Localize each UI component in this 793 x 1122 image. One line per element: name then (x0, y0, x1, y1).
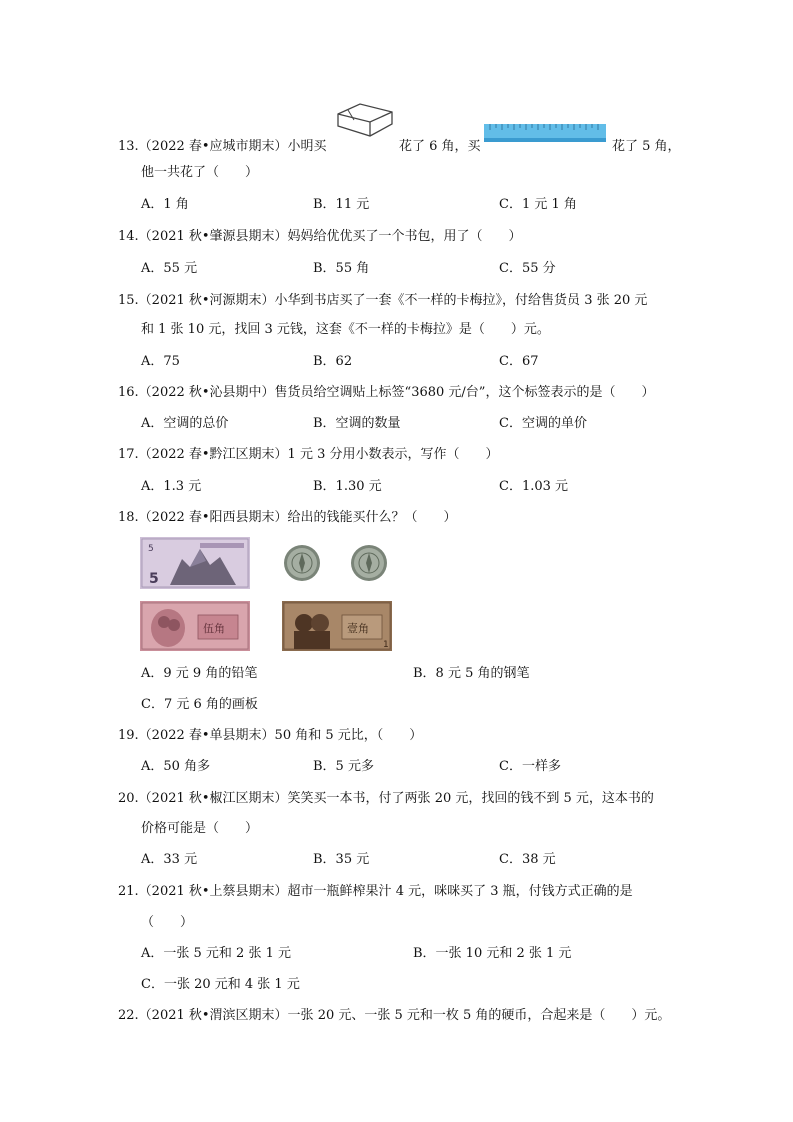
one-jiao-note-image (282, 601, 392, 651)
q18-option-a[interactable]: A．9 元 9 角的铅笔 (141, 666, 258, 681)
coin-image-1 (283, 544, 321, 582)
q21-option-b[interactable]: B．一张 10 元和 2 张 1 元 (413, 946, 572, 961)
q15-text-line2: 和 1 张 10 元，找回 3 元钱，这套《不一样的卡梅拉》是（ ）元。 (141, 322, 550, 337)
q20-text: 20.（2021 秋•椒江区期末）笑笑买一本书，付了两张 20 元，找回的钱不到 5 元，这本书的 (118, 791, 654, 806)
q17-option-b[interactable]: B．1.30 元 (313, 479, 382, 494)
one-yuan-coin-icon (283, 544, 321, 582)
q13-text-part-a: 13.（2022 春•应城市期末）小明买 (118, 139, 327, 154)
q16-option-c[interactable]: C．空调的单价 (499, 416, 587, 431)
ruler-icon (484, 124, 606, 142)
q19-option-b[interactable]: B．5 元多 (313, 759, 374, 774)
q20-text-line2: 价格可能是（ ） (141, 821, 259, 836)
q16-option-a[interactable]: A．空调的总价 (141, 416, 229, 431)
q20-option-c[interactable]: C．38 元 (499, 852, 556, 867)
q17-option-c[interactable]: C．1.03 元 (499, 479, 569, 494)
q20-option-a[interactable]: A．33 元 (141, 852, 198, 867)
q13-option-a[interactable]: A．1 角 (141, 197, 189, 212)
five-yuan-note-icon (140, 537, 250, 589)
one-jiao-digit: 1 (383, 640, 389, 650)
q18-option-c[interactable]: C．7 元 6 角的画板 (141, 697, 258, 712)
q13-text-part-c: 花了 5 角， (612, 139, 681, 154)
q21-text: 21.（2021 秋•上蔡县期末）超市一瓶鲜榨果汁 4 元，咪咪买了 3 瓶，付钱方式正确的是 (118, 884, 633, 899)
q19-text: 19.（2022 春•单县期末）50 角和 5 元比，（ ） (118, 728, 423, 743)
five-jiao-note-image (140, 601, 250, 651)
q15-option-b[interactable]: B．62 (313, 354, 353, 369)
q13-text-part-b: 花了 6 角，买 (399, 139, 481, 154)
q13-text-line2: 他一共花了（ ） (141, 165, 259, 180)
q15-option-a[interactable]: A．75 (141, 354, 180, 369)
five-jiao-label: 伍角 (203, 622, 225, 635)
q20-option-b[interactable]: B．35 元 (313, 852, 370, 867)
eraser-image (334, 100, 396, 142)
one-jiao-label: 壹角 (347, 622, 369, 635)
q14-option-a[interactable]: A．55 元 (141, 261, 198, 276)
q19-option-c[interactable]: C．一样多 (499, 759, 561, 774)
q21-option-a[interactable]: A．一张 5 元和 2 张 1 元 (141, 946, 291, 961)
q19-option-a[interactable]: A．50 角多 (141, 759, 211, 774)
q14-text: 14.（2021 秋•肇源县期末）妈妈给优优买了一个书包，用了（ ） (118, 229, 522, 244)
q18-text: 18.（2022 春•阳西县期末）给出的钱能买什么？（ ） (118, 510, 457, 525)
five-jiao-note-icon (140, 601, 250, 651)
q13-option-b[interactable]: B．11 元 (313, 197, 370, 212)
q14-option-b[interactable]: B．55 角 (313, 261, 370, 276)
q15-option-c[interactable]: C．67 (499, 354, 539, 369)
five-yuan-note-image (140, 537, 250, 589)
q21-option-c[interactable]: C．一张 20 元和 4 张 1 元 (141, 977, 300, 992)
q16-option-b[interactable]: B．空调的数量 (313, 416, 401, 431)
one-yuan-coin-icon (350, 544, 388, 582)
q21-text-line2: （ ） (141, 915, 194, 930)
q18-option-b[interactable]: B．8 元 5 角的钢笔 (413, 666, 530, 681)
q22-text: 22.（2021 秋•渭滨区期末）一张 20 元、一张 5 元和一枚 5 角的硬币，合起来是（ ）元。 (118, 1008, 671, 1023)
eraser-icon (334, 100, 396, 142)
svg-text:5: 5 (148, 544, 154, 554)
q17-option-a[interactable]: A．1.3 元 (141, 479, 202, 494)
q13-option-c[interactable]: C．1 元 1 角 (499, 197, 577, 212)
ruler-image (484, 124, 606, 142)
one-jiao-note-icon (282, 601, 392, 651)
q14-option-c[interactable]: C．55 分 (499, 261, 556, 276)
five-yuan-digit: 5 (149, 571, 159, 587)
coin-image-2 (350, 544, 388, 582)
q16-text: 16.（2022 秋•沁县期中）售货员给空调贴上标签“3680 元/台”，这个标签表示的是（ ） (118, 385, 655, 400)
q15-text: 15.（2021 秋•河源期末）小华到书店买了一套《不一样的卡梅拉》，付给售货员 3 张 20 元 (118, 293, 648, 308)
q17-text: 17.（2022 春•黔江区期末）1 元 3 分用小数表示，写作（ ） (118, 447, 499, 462)
